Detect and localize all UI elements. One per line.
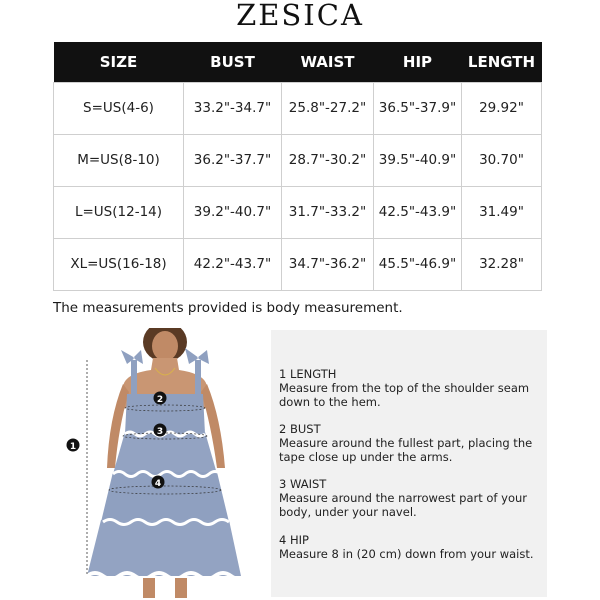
brand-logo: ZESICA — [236, 0, 364, 32]
guide-length-title: 1 LENGTH — [279, 367, 337, 381]
cell-length: 31.49" — [462, 186, 542, 238]
header-waist: WAIST — [282, 42, 374, 82]
guide-bust-title: 2 BUST — [279, 422, 321, 436]
svg-text:2: 2 — [156, 395, 164, 405]
cell-bust: 33.2"-34.7" — [184, 82, 282, 134]
header-length: LENGTH — [462, 42, 542, 82]
guide-hip-title: 4 HIP — [279, 533, 309, 547]
cell-length: 29.92" — [462, 82, 542, 134]
guide-length — [279, 367, 541, 409]
guide-bust — [279, 422, 541, 464]
cell-length: 32.28" — [462, 238, 542, 290]
cell-waist: 25.8"-27.2" — [282, 82, 374, 134]
cell-length: 30.70" — [462, 134, 542, 186]
size-chart-table — [53, 42, 542, 291]
guide-length-desc: Measure from the top of the shoulder seam down to the hem. — [279, 381, 530, 409]
cell-bust: 39.2"-40.7" — [184, 186, 282, 238]
guide-waist — [279, 477, 541, 519]
guide-hip-desc: Measure 8 in (20 cm) down from your waist. — [279, 547, 534, 561]
dress-skirt — [113, 432, 217, 474]
guide-waist-title: 3 WAIST — [279, 477, 327, 491]
table-row — [54, 186, 542, 238]
svg-text:1: 1 — [69, 442, 77, 452]
cell-size: L=US(12-14) — [54, 186, 184, 238]
header-hip: HIP — [374, 42, 462, 82]
header-size: SIZE — [54, 42, 184, 82]
measurement-guide-panel — [271, 330, 547, 597]
guide-hip — [279, 533, 541, 561]
table-header-row — [54, 42, 542, 82]
cell-hip: 42.5"-43.9" — [374, 186, 462, 238]
cell-waist: 34.7"-36.2" — [282, 238, 374, 290]
cell-hip: 36.5"-37.9" — [374, 82, 462, 134]
cell-bust: 42.2"-43.7" — [184, 238, 282, 290]
table-row — [54, 134, 542, 186]
svg-text:3: 3 — [156, 427, 164, 437]
svg-text:4: 4 — [154, 479, 162, 489]
cell-hip: 45.5"-46.9" — [374, 238, 462, 290]
measurement-note: The measurements provided is body measurement. — [53, 300, 403, 316]
guide-waist-desc: Measure around the narrowest part of your body, under your navel. — [279, 491, 527, 519]
table-row — [54, 238, 542, 290]
cell-waist: 31.7"-33.2" — [282, 186, 374, 238]
cell-waist: 28.7"-30.2" — [282, 134, 374, 186]
dress-photo — [57, 328, 269, 598]
cell-hip: 39.5"-40.9" — [374, 134, 462, 186]
cell-bust: 36.2"-37.7" — [184, 134, 282, 186]
cell-size: XL=US(16-18) — [54, 238, 184, 290]
marker-length — [67, 439, 80, 453]
table-row — [54, 82, 542, 134]
cell-size: M=US(8-10) — [54, 134, 184, 186]
guide-bust-desc: Measure around the fullest part, placing the tape close up under the arms. — [279, 436, 533, 464]
header-bust: BUST — [184, 42, 282, 82]
cell-size: S=US(4-6) — [54, 82, 184, 134]
